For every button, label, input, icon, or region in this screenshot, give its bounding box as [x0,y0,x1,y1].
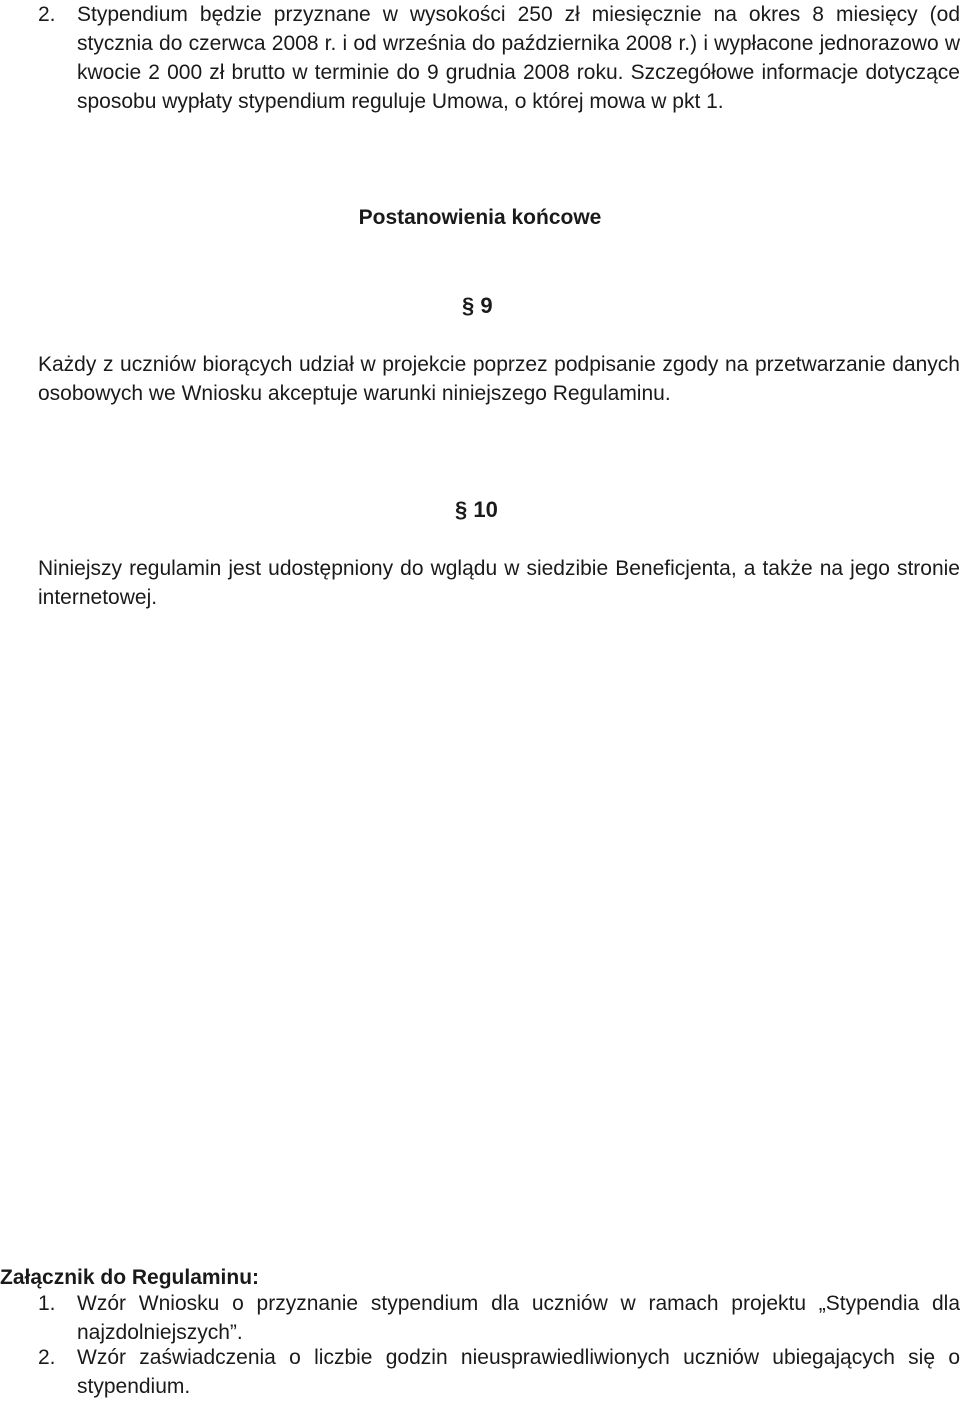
paragraph-section-9: Każdy z uczniów biorących udział w projekcie poprzez podpisanie zgody na przetwarzanie danych osobowych we Wniosku akceptuje warunki niniejszego Regulaminu. [38,353,960,405]
list-item-number: 2. [38,3,56,26]
paragraph-section-10: Niniejszy regulamin jest udostępniony do wglądu w siedzibie Beneficjenta, a także na jego stronie internetowej. [38,557,960,609]
annex-item-2 [38,1343,960,1401]
list-item-text: Stypendium będzie przyznane w wysokości 250 zł miesięcznie na okres 8 miesięcy (od stycznia do czerwca 2008 r. i od września do października 2008 r.) i wypłacone jednorazowo w kwocie 2 000 zł brutto w terminie do 9 grudnia 2008 roku. Szczegółowe informacje dotyczące sposobu wypłaty stypendium reguluje Umowa, o której mowa w pkt 1. [77,3,960,113]
section-mark-9: § 9 [462,293,493,318]
annex-item-number: 1. [38,1292,56,1315]
annex-item-1 [38,1289,960,1347]
annex-item-number: 2. [38,1346,56,1369]
annex-item-text: Wzór zaświadczenia o liczbie godzin nieusprawiedliwionych uczniów ubiegających się o stypendium. [77,1346,960,1398]
annex-item-text: Wzór Wniosku o przyznanie stypendium dla uczniów w ramach projektu „Stypendia dla najzdolniejszych”. [77,1292,960,1344]
section-heading-final-provisions: Postanowienia końcowe [358,206,602,229]
annex-title: Załącznik do Regulaminu: [0,1266,260,1289]
list-item-2 [38,0,960,116]
section-mark-10: § 10 [455,497,498,522]
